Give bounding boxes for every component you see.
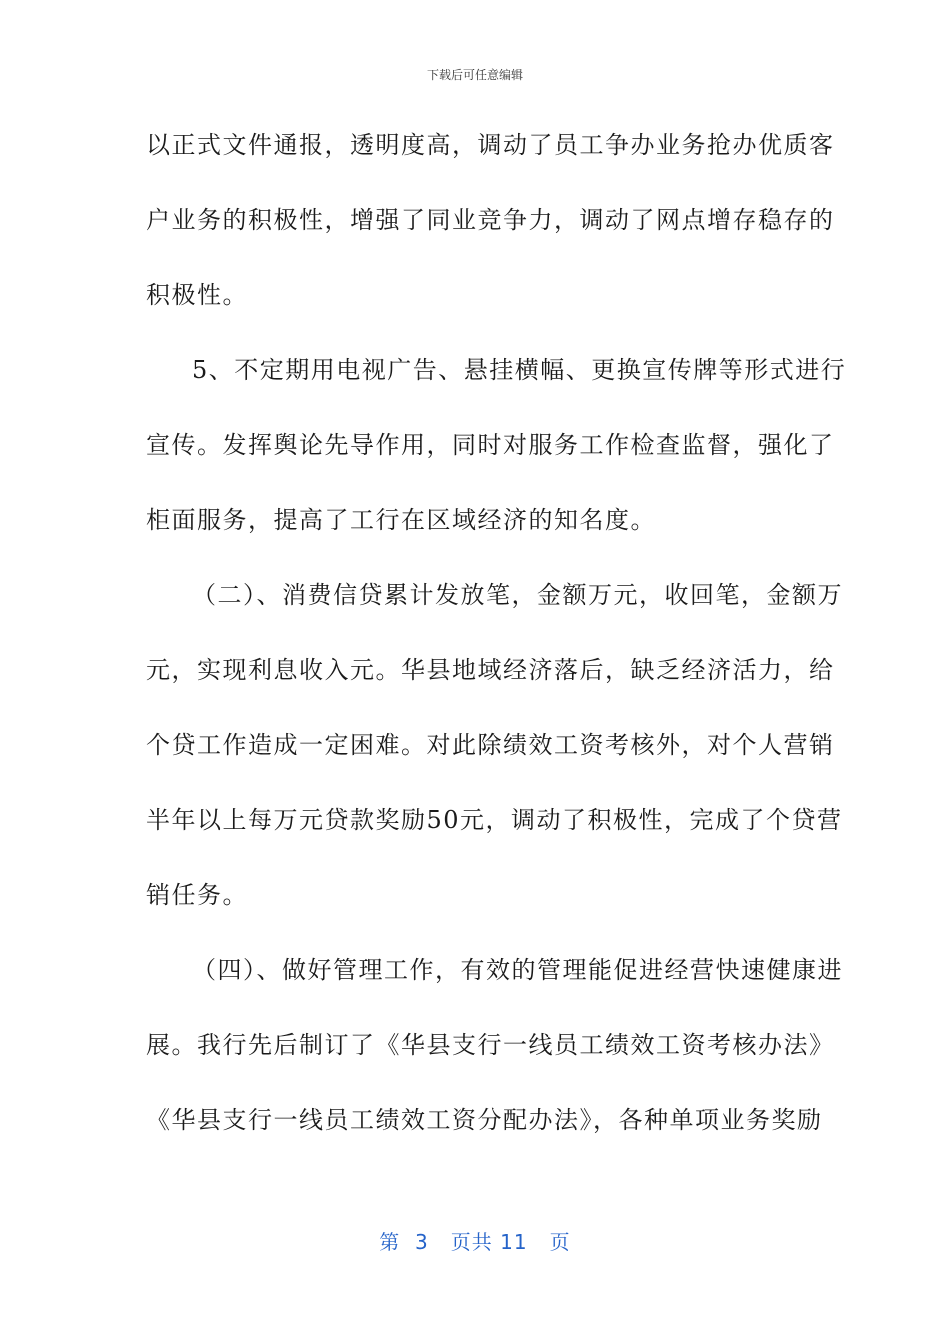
text-line: 宣传。发挥舆论先导作用，同时对服务工作检查监督，强化了 [146,431,835,459]
text-line: 柜面服务，提高了工行在区域经济的知名度。 [146,506,656,534]
text-line: 积极性。 [146,281,248,309]
text-line: 个贷工作造成一定困难。对此除绩效工资考核外，对个人营销 [146,731,835,759]
text-line: 半年以上每万元贷款奖励50元，调动了积极性，完成了个贷营 [146,806,843,834]
text-line: 展。我行先后制订了《华县支行一线员工绩效工资考核办法》 [146,1031,835,1059]
text-line: 户业务的积极性，增强了同业竞争力，调动了网点增存稳存的 [146,206,835,234]
text-line: 《华县支行一线员工绩效工资分配办法》，各种单项业务奖励 [146,1106,823,1134]
paragraph-start-line: 5、不定期用电视广告、悬挂横幅、更换宣传牌等形式进行 [192,356,847,384]
paragraph-start-line: （四）、做好管理工作，有效的管理能促进经营快速健康进 [192,956,843,984]
page-number-footer: 第 3 页共 11 页 [379,1230,571,1254]
text-line: 销任务。 [146,881,248,909]
paragraph-start-line: （二）、消费信贷累计发放笔，金额万元，收回笔，金额万 [192,581,843,609]
text-line: 以正式文件通报，透明度高，调动了员工争办业务抢办优质客 [146,131,835,159]
text-line: 元，实现利息收入元。华县地域经济落后，缺乏经济活力，给 [146,656,835,684]
page-header: 下载后可任意编辑 [426,68,523,82]
